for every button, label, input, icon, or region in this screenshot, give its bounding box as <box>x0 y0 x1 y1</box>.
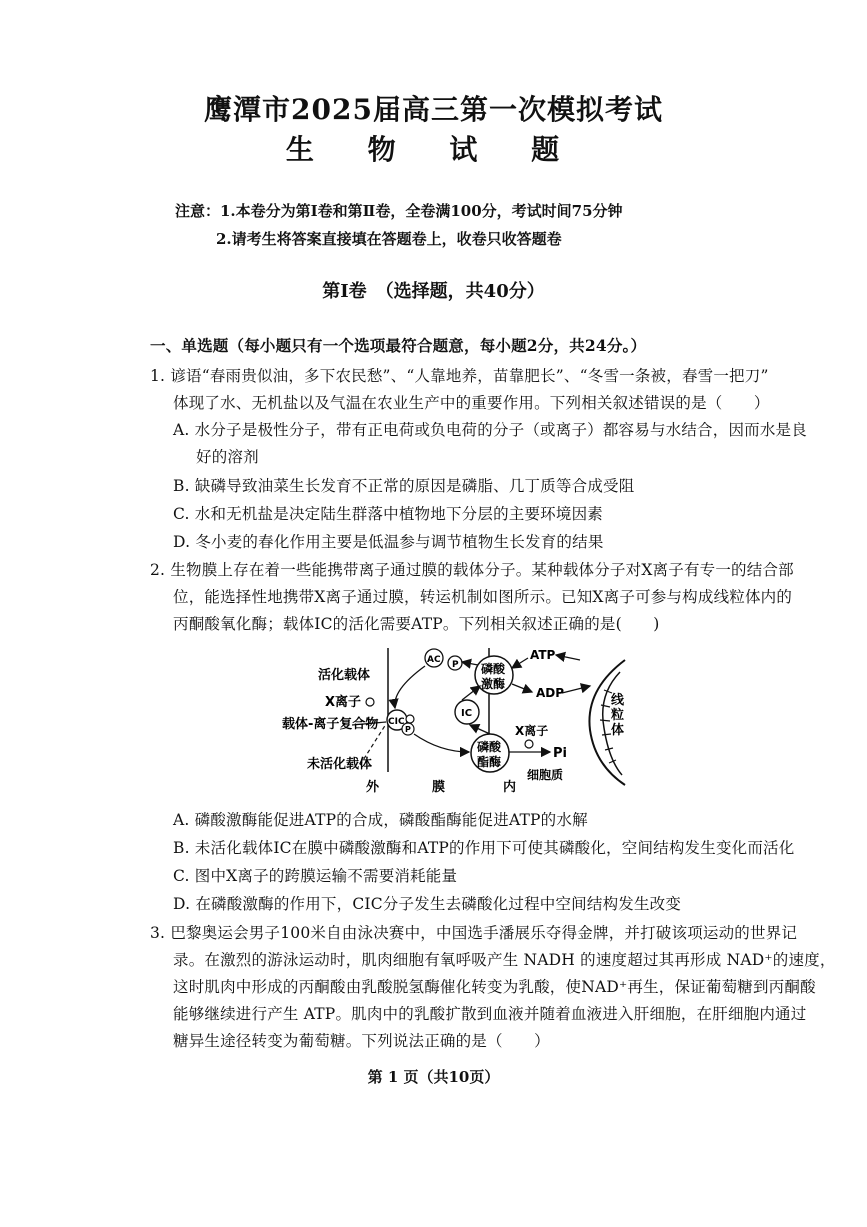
page-footer: 第 1 页（共10页） <box>367 1068 500 1086</box>
exam-subject: 生 物 试 题 <box>285 133 582 166</box>
q1-stem-line-2: 体现了水、无机盐以及气温在农业生产中的重要作用。下列相关叙述错误的是（ ） <box>173 394 770 412</box>
label-adp: ADP <box>536 686 565 700</box>
arrow-mito-to-atp <box>556 655 580 660</box>
cic-ion-circle <box>406 715 414 723</box>
label-ic: IC <box>461 708 473 719</box>
label-x-ion-right: X离子 <box>515 724 549 738</box>
q3-line-2: 录。在激烈的游泳运动时，肌肉细胞有氧呼吸产生 NADH 的速度超过其再形成 NAD⁺的速度， <box>173 951 836 969</box>
arrow-esterase-to-ic <box>470 725 490 734</box>
label-mito-1: 线 <box>611 693 625 708</box>
label-membrane: 膜 <box>432 780 446 795</box>
q2-stem-line-2: 位，能选择性地携带X离子通过膜，转运机制如图所示。已知X离子可参与构成线粒体内的 <box>173 588 793 606</box>
label-activated-carrier: 活化载体 <box>318 668 371 683</box>
q3-line-3: 这时肌肉中形成的丙酮酸由乳酸脱氢酶催化转变为乳酸，使NAD⁺再生，保证葡萄糖到丙酮酸 <box>173 978 816 996</box>
label-mito-3: 体 <box>611 723 625 738</box>
label-kinase-2: 激酶 <box>481 677 506 691</box>
label-pi: Pi <box>553 746 567 761</box>
arrow-atp-to-kinase <box>512 658 528 668</box>
label-esterase-1: 磷酸 <box>477 740 502 754</box>
q1-option-d: D. 冬小麦的春化作用主要是低温参与调节植物生长发育的结果 <box>173 533 604 551</box>
arrow-kinase-to-ac <box>462 662 478 665</box>
label-ac: AC <box>427 655 441 665</box>
q2-option-a: A. 磷酸激酶能促进ATP的合成，磷酸酯酶能促进ATP的水解 <box>173 811 588 829</box>
label-cic-p: P <box>405 725 411 734</box>
label-cytoplasm: 细胞质 <box>527 768 564 782</box>
exam-title: 鹰潭市2025届高三第一次模拟考试 <box>204 93 663 126</box>
q2-stem-line-3: 丙酮酸氧化酶；载体IC的活化需要ATP。下列相关叙述正确的是( ) <box>173 615 660 633</box>
q3-line-5: 糖异生途径转变为葡萄糖。下列说法正确的是（ ） <box>173 1032 550 1050</box>
label-ac-p: P <box>452 660 459 670</box>
q2-option-b: B. 未活化载体IC在膜中磷酸激酶和ATP的作用下可使其磷酸化，空间结构发生变化而活化 <box>173 839 795 857</box>
arrow-adp-to-mito <box>562 686 590 693</box>
arrow-ic-to-kinase <box>462 686 480 700</box>
label-inside: 内 <box>503 780 517 795</box>
label-cic: CIC <box>388 717 405 727</box>
x-ion-right-circle <box>525 740 533 748</box>
q3-line-4: 能够继续进行产生 ATP。肌肉中的乳酸扩散到血液并随着血液进入肝细胞，在肝细胞内通过 <box>173 1005 807 1023</box>
label-complex: 载体-离子复合物 <box>282 717 379 732</box>
label-esterase-2: 酯酶 <box>477 755 502 769</box>
part-heading: 一、单选题（每小题只有一个选项最符合题意，每小题2分，共24分。） <box>150 336 647 355</box>
arrow-complex-to-esterase <box>414 734 469 752</box>
x-ion-left-circle <box>366 698 374 706</box>
note-line-1: 注意：1.本卷分为第Ⅰ卷和第Ⅱ卷，全卷满100分，考试时间75分钟 <box>175 202 623 220</box>
q1-option-a-line-2: 好的溶剂 <box>196 448 259 466</box>
note-line-2: 2.请考生将答案直接填在答题卷上，收卷只收答题卷 <box>216 230 562 248</box>
q2-option-c: C. 图中X离子的跨膜运输不需要消耗能量 <box>173 867 458 885</box>
q1-option-c: C. 水和无机盐是决定陆生群落中植物地下分层的主要环境因素 <box>173 505 603 523</box>
label-mito-2: 粒 <box>611 708 625 723</box>
label-atp: ATP <box>530 648 556 662</box>
q2-stem-line-1: 2. 生物膜上存在着一些能携带离子通过膜的载体分子。某种载体分子对X离子有专一的结合部 <box>150 561 794 579</box>
arrow-kinase-to-adp <box>512 684 532 692</box>
section-title: 第Ⅰ卷 （选择题，共40分） <box>322 281 545 302</box>
label-inactive-carrier: 未活化载体 <box>307 757 373 772</box>
q1-option-b: B. 缺磷导致油菜生长发育不正常的原因是磷脂、几丁质等合成受阻 <box>173 477 635 495</box>
label-outside: 外 <box>366 780 380 795</box>
q3-line-1: 3. 巴黎奥运会男子100米自由泳决赛中，中国选手潘展乐夺得金牌，并打破该项运动的世界记 <box>150 924 798 942</box>
q2-option-d: D. 在磷酸激酶的作用下，CIC分子发生去磷酸化过程中空间结构发生改变 <box>173 895 682 913</box>
q1-stem-line-1: 1. 谚语“春雨贵似油，多下农民愁”、“人靠地养，苗靠肥长”、“冬雪一条被，春雪一把刀” <box>150 367 769 385</box>
arrow-activate-to-complex <box>395 666 425 708</box>
q1-option-a-line-1: A. 水分子是极性分子，带有正电荷或负电荷的分子（或离子）都容易与水结合，因而水是良 <box>173 421 807 439</box>
label-kinase-1: 磷酸 <box>481 662 506 676</box>
label-x-ion-left: X离子 <box>325 695 362 710</box>
